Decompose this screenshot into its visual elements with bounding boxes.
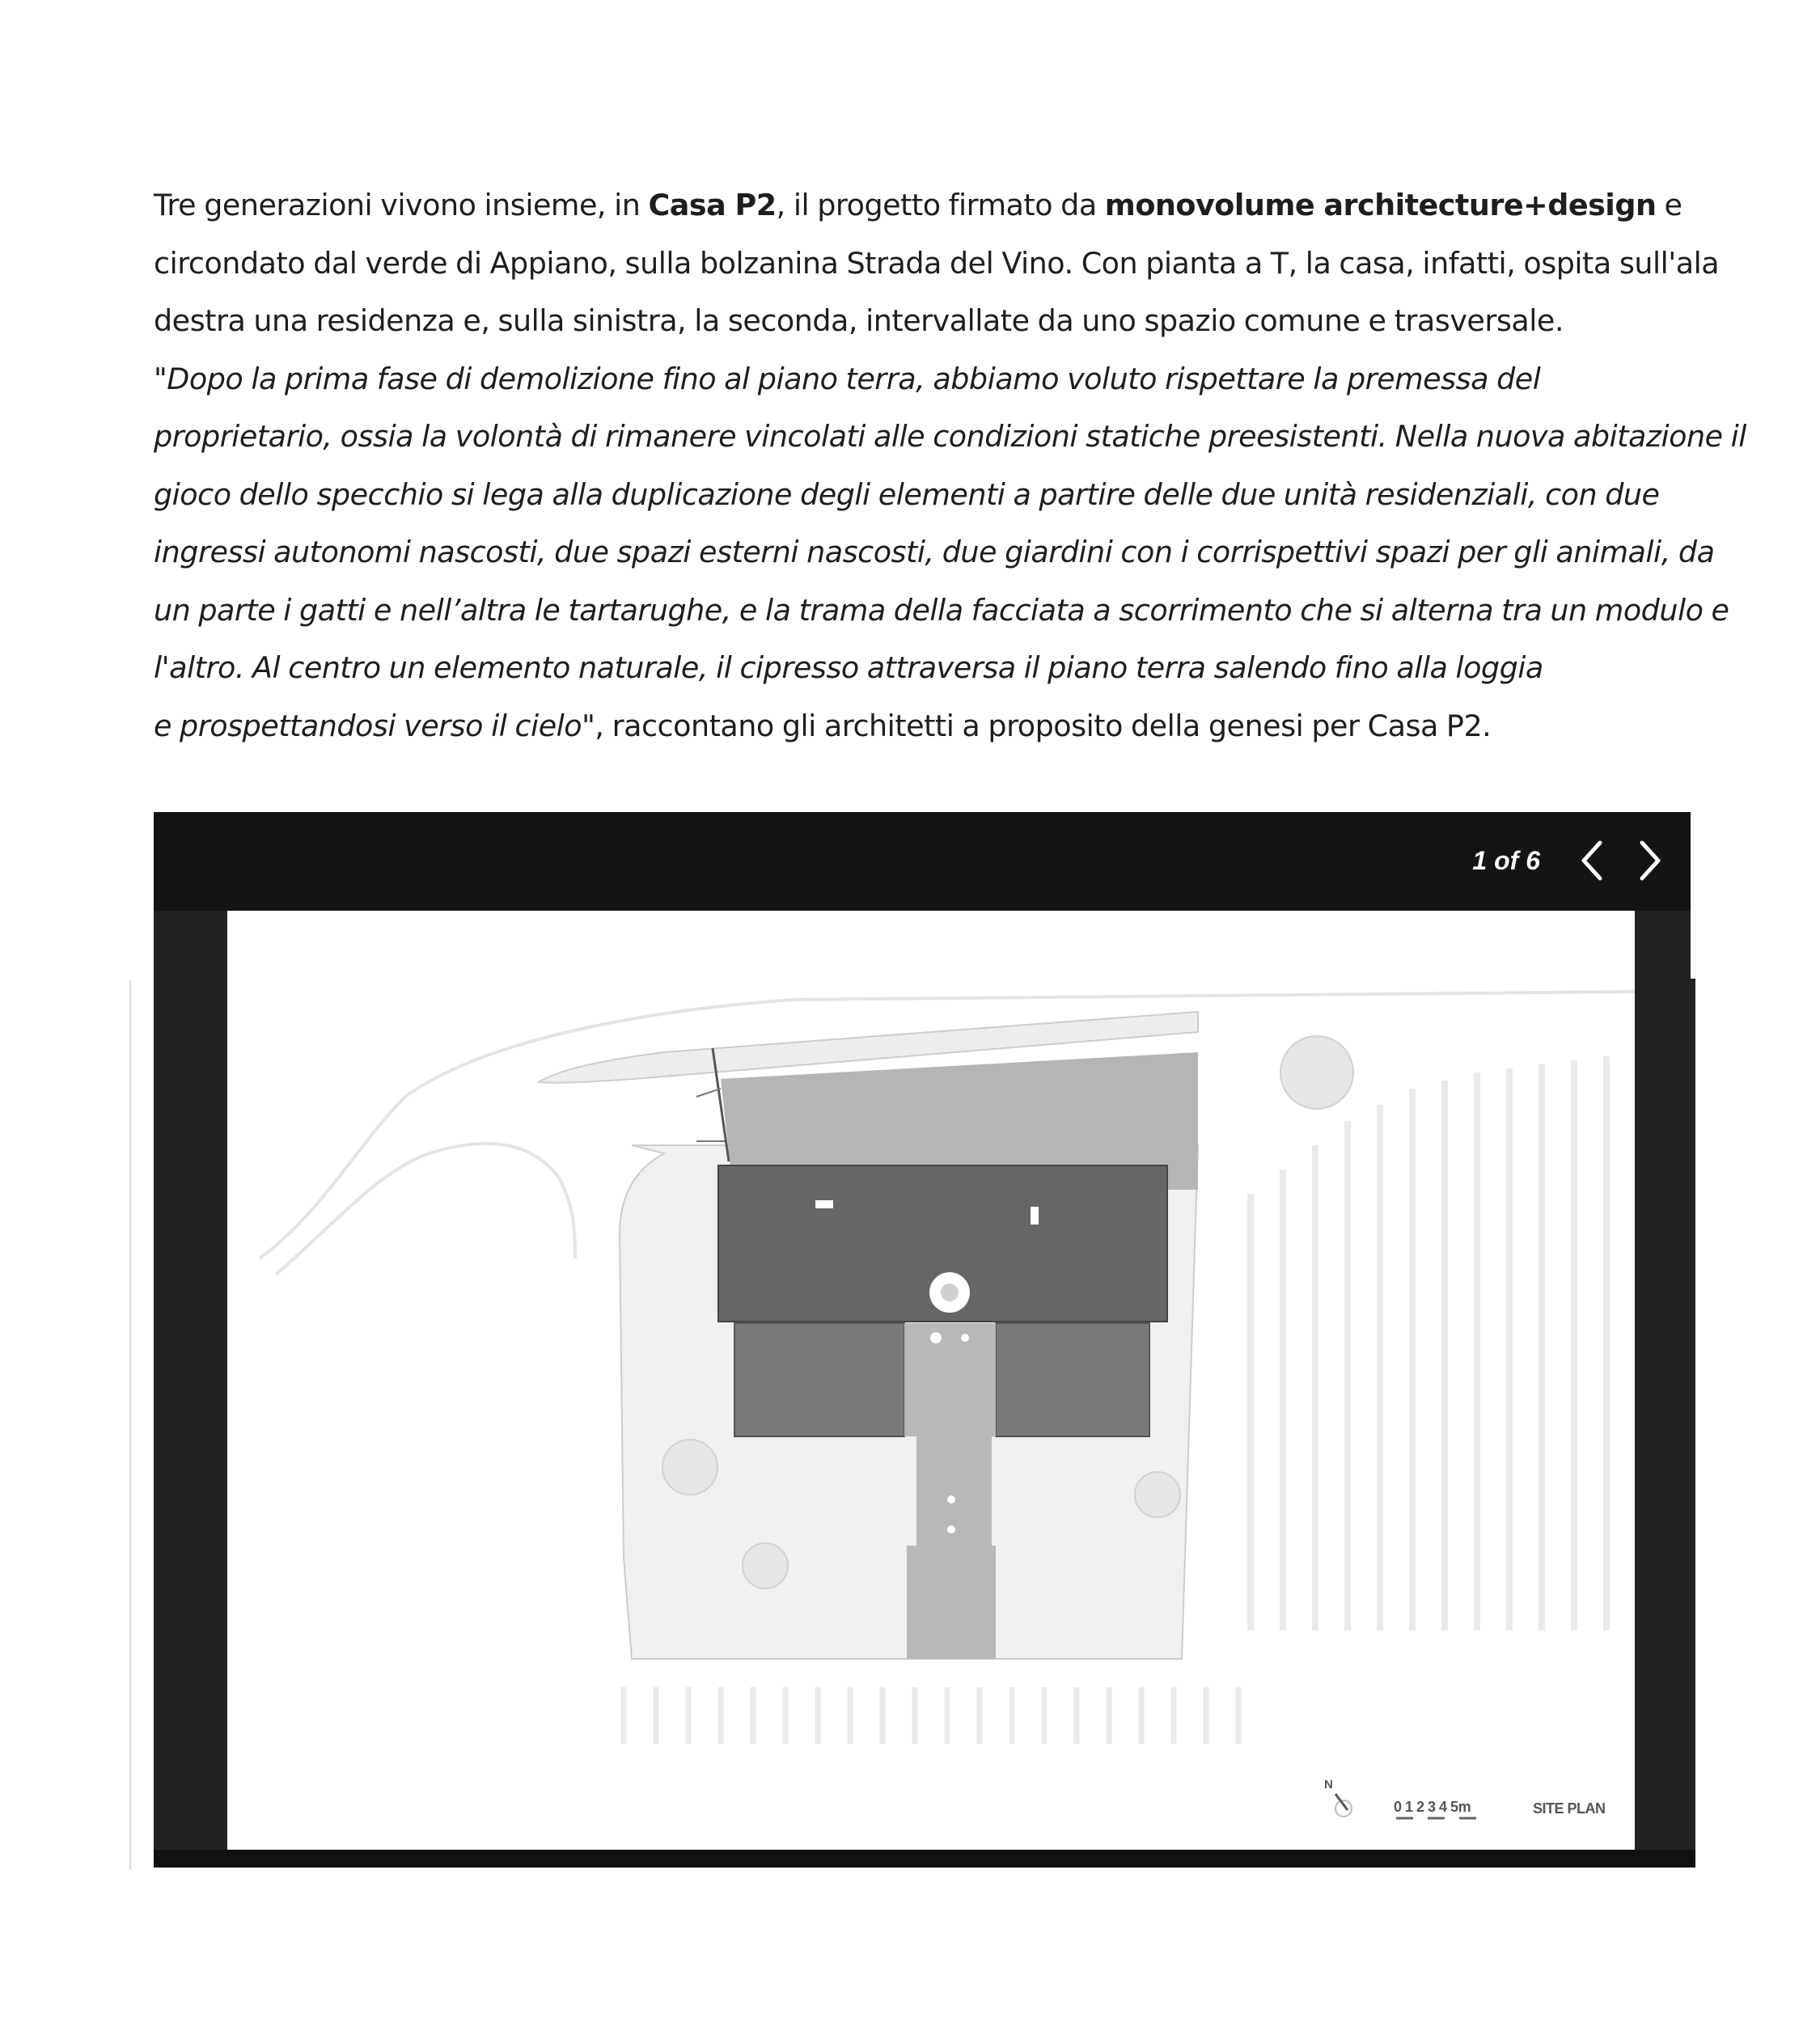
slideshow-toolbar xyxy=(154,812,1691,911)
site-plan-image xyxy=(227,911,1635,1850)
slideshow-bottom-bar xyxy=(154,1850,1695,1868)
chevron-left-icon xyxy=(1577,840,1606,882)
slide-counter: 1 of 6 xyxy=(1472,846,1540,875)
site-plan-title: SITE PLAN xyxy=(1533,1800,1606,1817)
slide-stage xyxy=(154,911,1691,1850)
next-slide-button[interactable] xyxy=(1627,835,1673,886)
quote-line-2: proprietario, ossia la volontà di rimanere vincolati alle condizioni statiche preesistenti. Nella nuova abitazione il xyxy=(154,419,1746,454)
north-label: N xyxy=(1324,1778,1333,1791)
article-body xyxy=(154,176,1746,755)
quote-line-5: un parte i gatti e nell’altra le tartarughe, e la trama della facciata a scorrimento che si alterna tra un modulo e xyxy=(154,592,1729,628)
quote-mark: " xyxy=(154,361,167,396)
text-run: Tre generazioni vivono insieme, in xyxy=(154,188,649,222)
intro-line-1 xyxy=(154,176,1691,235)
italic-run: e prospettandosi verso il cielo xyxy=(154,708,582,743)
scale-label: 0 1 2 3 4 5m xyxy=(1394,1799,1471,1815)
quote-line-7 xyxy=(154,697,1691,755)
text-run: , il progetto firmato da xyxy=(776,188,1105,222)
site-plan-drawing xyxy=(227,911,1635,1850)
text-run: e xyxy=(1656,188,1682,222)
quote-line-1 xyxy=(154,350,1691,408)
text-run: ", raccontano gli architetti a proposito della genesi per Casa P2. xyxy=(582,708,1492,743)
italic-run: Dopo la prima fase di demolizione fino al piano terra, abbiamo voluto rispettare la premessa del xyxy=(167,361,1541,396)
paragraph-quote xyxy=(154,350,1746,755)
quote-line-6: l'altro. Al centro un elemento naturale, il cipresso attraversa il piano terra salendo fino alla loggia xyxy=(154,650,1543,685)
bold-studio-name: monovolume architecture+design xyxy=(1104,188,1657,222)
chevron-right-icon xyxy=(1636,840,1665,882)
frame-edge xyxy=(1691,979,1695,1851)
bold-project-name: Casa P2 xyxy=(648,188,777,222)
intro-line-2: circondato dal verde di Appiano, sulla bolzanina Strada del Vino. Con pianta a T, la casa, infatti, ospita sull'ala xyxy=(154,245,1720,281)
image-slideshow[interactable] xyxy=(154,812,1691,1866)
paragraph-intro xyxy=(154,176,1720,350)
quote-line-3: gioco dello specchio si lega alla duplicazione degli elementi a partire delle due unità residenziali, con due xyxy=(154,476,1660,512)
previous-slide-button[interactable] xyxy=(1569,835,1615,886)
quote-line-4: ingressi autonomi nascosti, due spazi esterni nascosti, due giardini con i corrispettivi spazi per gli animali, da xyxy=(154,535,1715,569)
divider-line xyxy=(129,980,131,1870)
intro-line-3: destra una residenza e, sulla sinistra, la seconda, intervallate da uno spazio comune e trasversale. xyxy=(154,303,1564,338)
